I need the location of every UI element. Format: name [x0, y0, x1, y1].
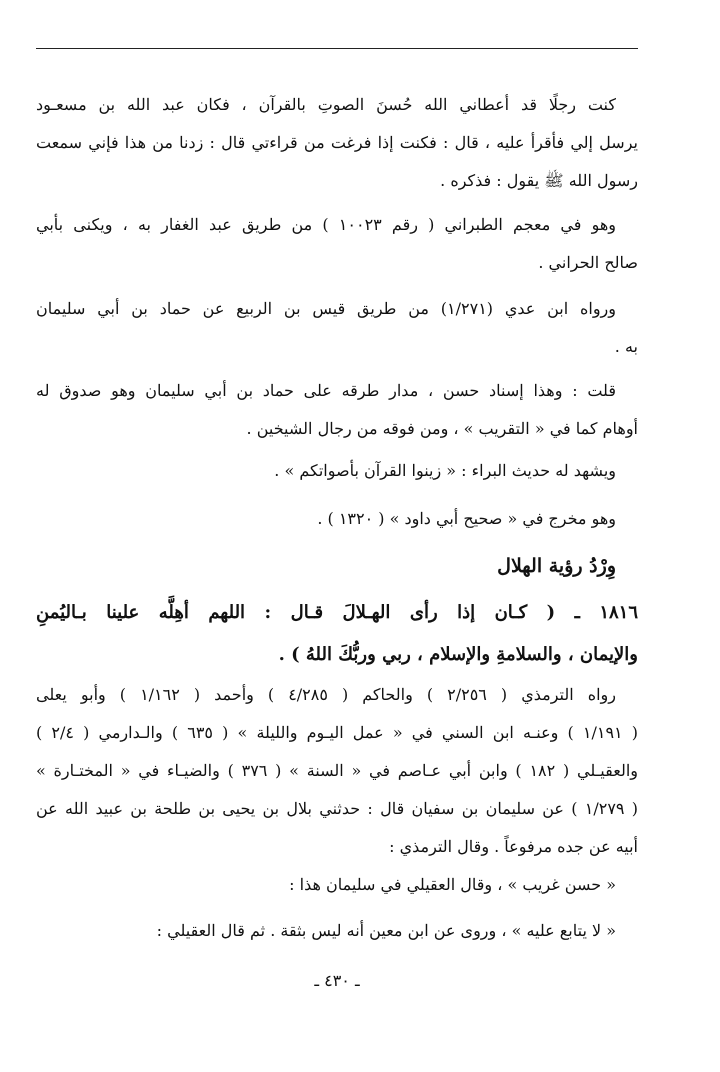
- paragraph-7: [36, 676, 638, 866]
- text-line: ويشهد له حديث البراء : « زينوا القرآن بأصواتكم » .: [274, 461, 616, 480]
- hadith-line: ١٨١٦ ـ ( كـان إذا رأى الهـلالَ قـال : اللهم أهِلَّه علينا بـاليُمنِ: [36, 602, 638, 623]
- text-line: رواه الترمذي ( ٢/٢٥٦ ) والحاكم ( ٤/٢٨٥ ) وأحمد ( ١/١٦٢ ) وأبو يعلى: [36, 685, 617, 704]
- page-number: ـ ٤٣٠ ـ: [314, 971, 360, 990]
- paragraph-5: [36, 452, 638, 490]
- paragraph-2: [36, 206, 638, 282]
- paragraph-6: [36, 500, 638, 538]
- hadith-text: [36, 592, 638, 676]
- header-rule: [36, 48, 638, 49]
- paragraph-4: [36, 372, 638, 448]
- text-line: أبيه عن جده مرفوعاً . وقال الترمذي :: [389, 837, 638, 856]
- document-page: [36, 0, 638, 1072]
- text-line: ورواه ابن عدي (١/٢٧١) من طريق قيس بن الربيع عن حماد بن أبي سليمان: [36, 299, 616, 318]
- paragraph-3: [36, 290, 638, 366]
- text-line: ( ١/١٩١ ) وعنـه ابن السني في « عمل اليـوم والليلة » ( ٦٣٥ ) والـدارمي ( ٢/٤ ): [36, 723, 638, 742]
- text-line: وهو مخرج في « صحيح أبي داود » ( ١٣٢٠ ) .: [317, 509, 616, 528]
- text-line: وهو في معجم الطبراني ( رقم ١٠٠٢٣ ) من طريق عبد الغفار به ، ويكنى بأبي: [36, 215, 617, 234]
- text-line: « لا يتابع عليه » ، وروى عن ابن معين أنه ليس بثقة . ثم قال العقيلي :: [156, 921, 616, 940]
- text-line: قلت : وهذا إسناد حسن ، مدار طرقه على حماد بن أبي سليمان وهو صدوق له: [36, 381, 616, 400]
- text-line: يرسل إلي فأقرأ عليه ، قال : فكنت إذا فرغت من قراءتي قال : زدنا من هذا فإني سمعت: [36, 133, 638, 152]
- text-line: به .: [614, 337, 638, 356]
- text-line: رسول الله ﷺ يقول : فذكره .: [440, 171, 638, 190]
- section-heading: وِرْدُ رؤية الهلال: [497, 555, 616, 577]
- text-line: والعقيـلي ( ١٨٢ ) وابن أبي عـاصم في « السنة » ( ٣٧٦ ) والضيـاء في « المختـارة »: [36, 761, 638, 780]
- text-line: صالح الحراني .: [538, 253, 638, 272]
- text-line: كنت رجلًا قد أعطاني الله حُسنَ الصوتِ بالقرآن ، فكان عبد الله بن مسعـود: [36, 95, 616, 114]
- text-line: أوهام كما في « التقريب » ، ومن فوقه من رجال الشيخين .: [246, 419, 638, 438]
- text-line: « حسن غريب » ، وقال العقيلي في سليمان هذا :: [289, 875, 616, 894]
- text-line: ( ١/٢٧٩ ) عن سليمان بن سفيان قال : حدثني بلال بن يحيى بن طلحة بن عبيد الله عن: [36, 799, 638, 818]
- paragraph-1: [36, 86, 638, 200]
- paragraph-9: [36, 912, 638, 950]
- paragraph-8: [36, 866, 638, 904]
- hadith-line: والإيمان ، والسلامةِ والإسلام ، ربي وربُّكَ اللهُ ) .: [278, 644, 638, 665]
